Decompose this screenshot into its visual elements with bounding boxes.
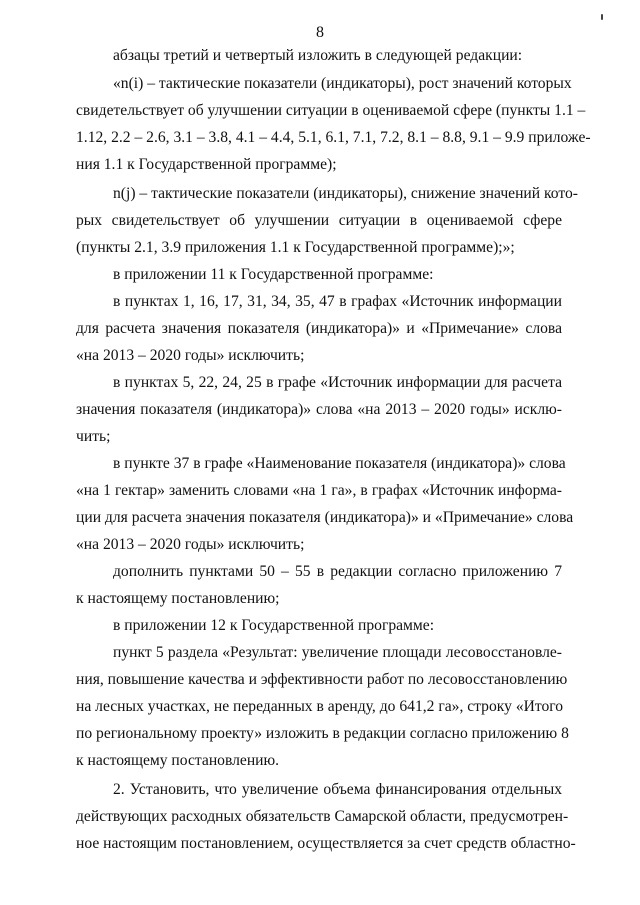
text-line: свидетельствует об улучшении ситуации в оцениваемой сфере (пункты 1.1 – [76, 102, 586, 119]
text-line: 1.12, 2.2 – 2.6, 3.1 – 3.8, 4.1 – 4.4, 5.1, 6.1, 7.1, 7.2, 8.1 – 8.8, 9.1 – 9.9 приложе- [76, 129, 591, 146]
text-line: 2. Установить, что увеличение объема финансирования отдельных [113, 781, 562, 798]
text-line: пункт 5 раздела «Результат: увеличение площади лесовосстановле- [113, 644, 562, 661]
text-line: в приложении 12 к Государственной программе: [113, 617, 435, 634]
page-number: 8 [316, 24, 324, 41]
text-line: ное настоящим постановлением, осуществляется за счет средств областно- [76, 835, 576, 852]
text-line: (пункты 2.1, 3.9 приложения 1.1 к Государственной программе);»; [76, 239, 515, 256]
text-line: в приложении 11 к Государственной программе: [113, 266, 434, 283]
text-line: ции для расчета значения показателя (индикатора)» и «Примечание» слова [76, 509, 574, 526]
text-line: «на 1 гектар» заменить словами «на 1 га», в графах «Источник информа- [76, 482, 562, 499]
text-line: для расчета значения показателя (индикатора)» и «Примечание» слова [76, 320, 562, 337]
text-line: к настоящему постановлению; [76, 590, 280, 607]
text-line: значения показателя (индикатора)» слова «на 2013 – 2020 годы» исклю- [76, 401, 562, 418]
text-line: «на 2013 – 2020 годы» исключить; [76, 536, 305, 553]
text-line: n(j) – тактические показатели (индикаторы), снижение значений кото- [113, 185, 578, 202]
text-line: рых свидетельствует об улучшении ситуации в оцениваемой сфере [76, 212, 562, 229]
text-line: дополнить пунктами 50 – 55 в редакции согласно приложению 7 [113, 563, 562, 580]
text-line: в пунктах 1, 16, 17, 31, 34, 35, 47 в графах «Источник информации [113, 293, 562, 310]
text-line: по региональному проекту» изложить в редакции согласно приложению 8 [76, 725, 569, 742]
text-line: к настоящему постановлению. [76, 752, 280, 769]
text-line: «на 2013 – 2020 годы» исключить; [76, 347, 305, 364]
scan-mark [601, 14, 603, 20]
text-line: чить; [76, 428, 111, 445]
text-line: ния 1.1 к Государственной программе); [76, 156, 337, 173]
text-line: действующих расходных обязательств Самарской области, предусмотрен- [76, 808, 569, 825]
text-line: в пункте 37 в графе «Наименование показателя (индикатора)» слова [113, 455, 566, 472]
text-line: в пунктах 5, 22, 24, 25 в графе «Источник информации для расчета [113, 374, 562, 391]
text-line: ния, повышение качества и эффективности работ по лесовосстановлению [76, 671, 568, 688]
text-line: на лесных участках, не переданных в аренду, до 641,2 га», строку «Итого [76, 698, 564, 715]
text-line: абзацы третий и четвертый изложить в следующей редакции: [113, 47, 523, 64]
text-line: «n(i) – тактические показатели (индикаторы), рост значений которых [113, 75, 572, 92]
